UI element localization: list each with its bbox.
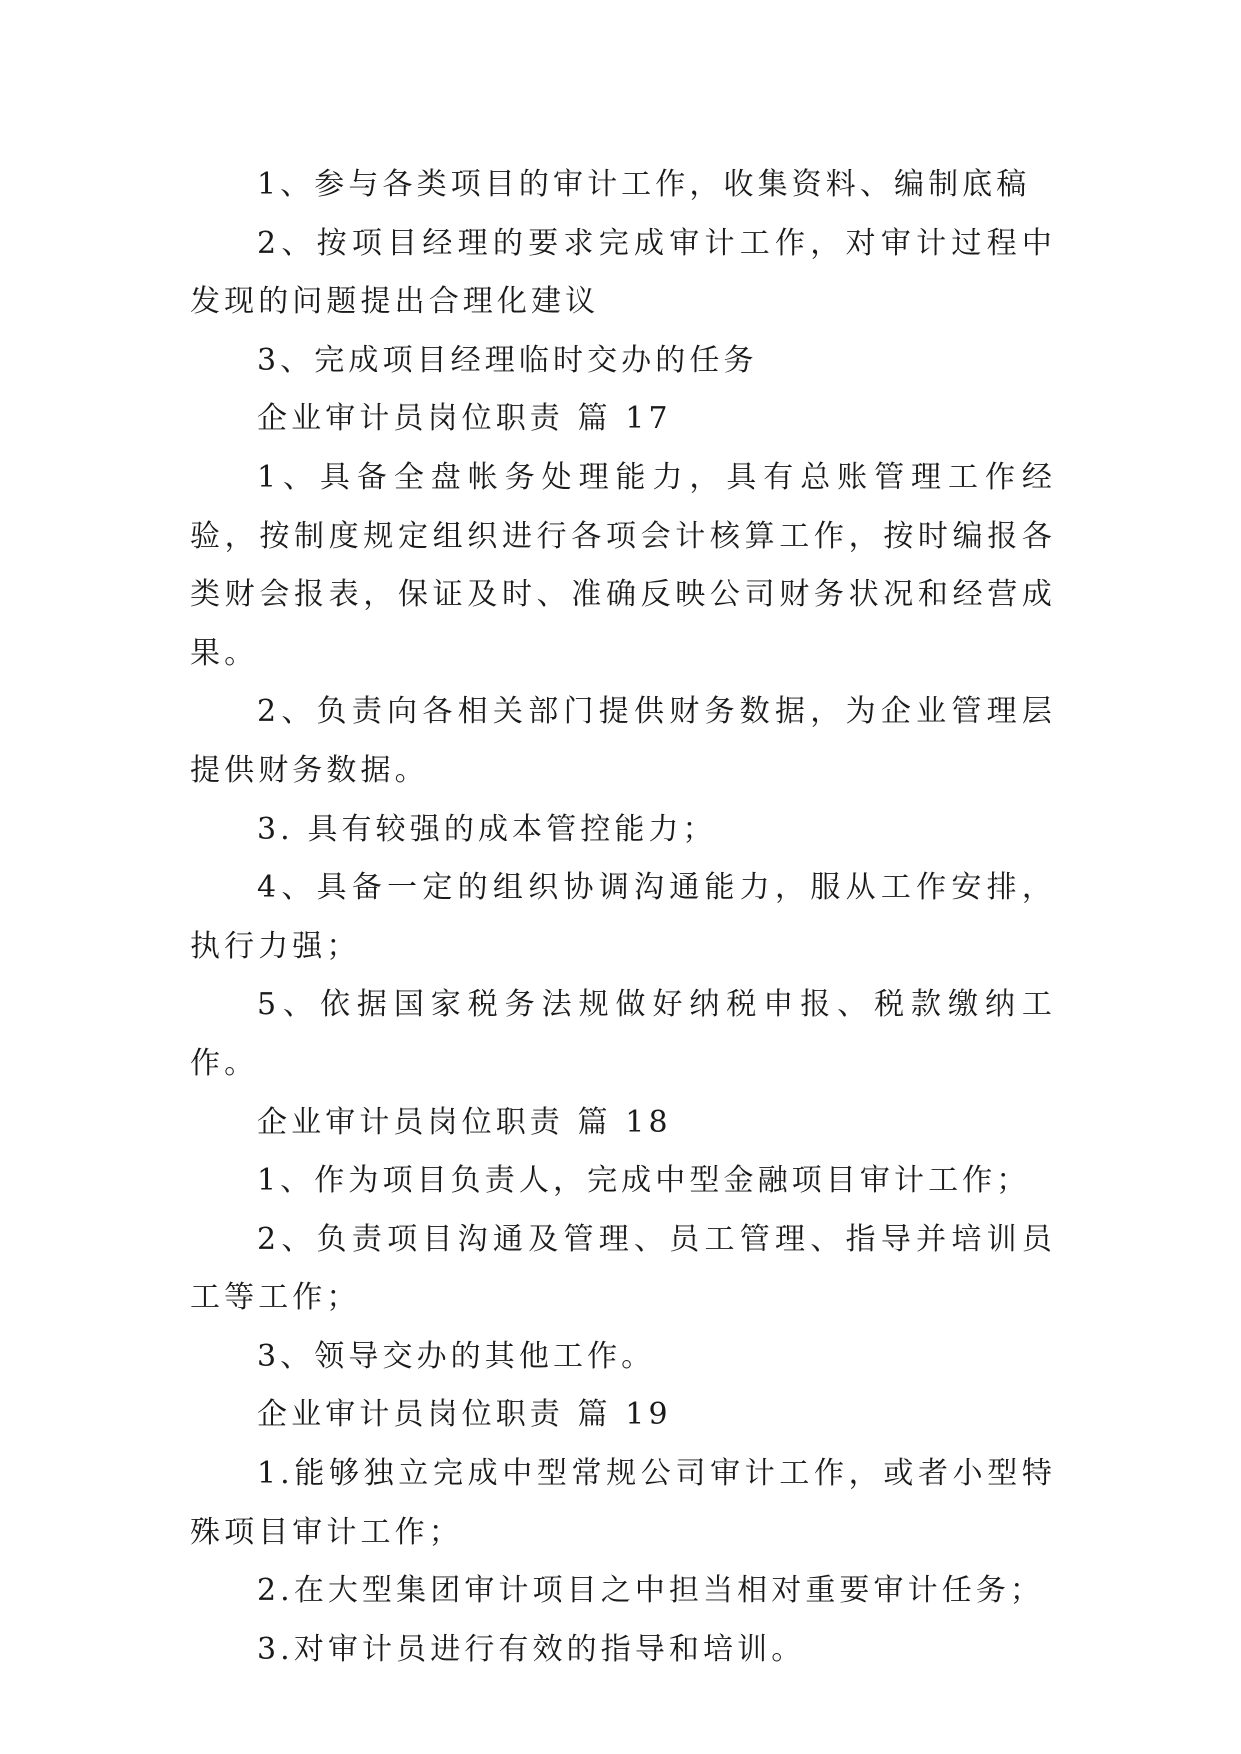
section-heading: 企业审计员岗位职责 篇 17 (257, 401, 672, 437)
paragraph: 3. 具有较强的成本管控能力； (257, 811, 717, 847)
paragraph: 5、依据国家税务法规做好纳税申报、税款缴纳工作。 (190, 987, 1056, 1081)
document-body (190, 156, 1056, 1679)
paragraph: 2、负责向各相关部门提供财务数据，为企业管理层提供财务数据。 (190, 694, 1056, 788)
paragraph: 4、具备一定的组织协调沟通能力，服从工作安排，执行力强； (190, 870, 1056, 964)
paragraph: 2、按项目经理的要求完成审计工作，对审计过程中发现的问题提出合理化建议 (190, 225, 1056, 320)
paragraph: 1.能够独立完成中型常规公司审计工作，或者小型特殊项目审计工作； (190, 1456, 1056, 1550)
paragraph: 3.对审计员进行有效的指导和培训。 (257, 1631, 806, 1667)
paragraph: 3、完成项目经理临时交办的任务 (257, 342, 758, 378)
section-heading: 企业审计员岗位职责 篇 19 (257, 1397, 672, 1433)
paragraph: 1、作为项目负责人，完成中型金融项目审计工作； (257, 1163, 1031, 1199)
paragraph: 2、负责项目沟通及管理、员工管理、指导并培训员工等工作； (190, 1221, 1056, 1316)
section-heading: 企业审计员岗位职责 篇 18 (257, 1104, 672, 1140)
paragraph: 3、领导交办的其他工作。 (257, 1338, 656, 1374)
paragraph: 2.在大型集团审计项目之中担当相对重要审计任务； (257, 1573, 1045, 1609)
paragraph: 1、具备全盘帐务处理能力，具有总账管理工作经验，按制度规定组织进行各项会计核算工作，按时编报各类财会报表，保证及时、准确反映公司财务状况和经营成果。 (190, 459, 1056, 671)
paragraph: 1、参与各类项目的审计工作，收集资料、编制底稿 (257, 167, 1031, 202)
